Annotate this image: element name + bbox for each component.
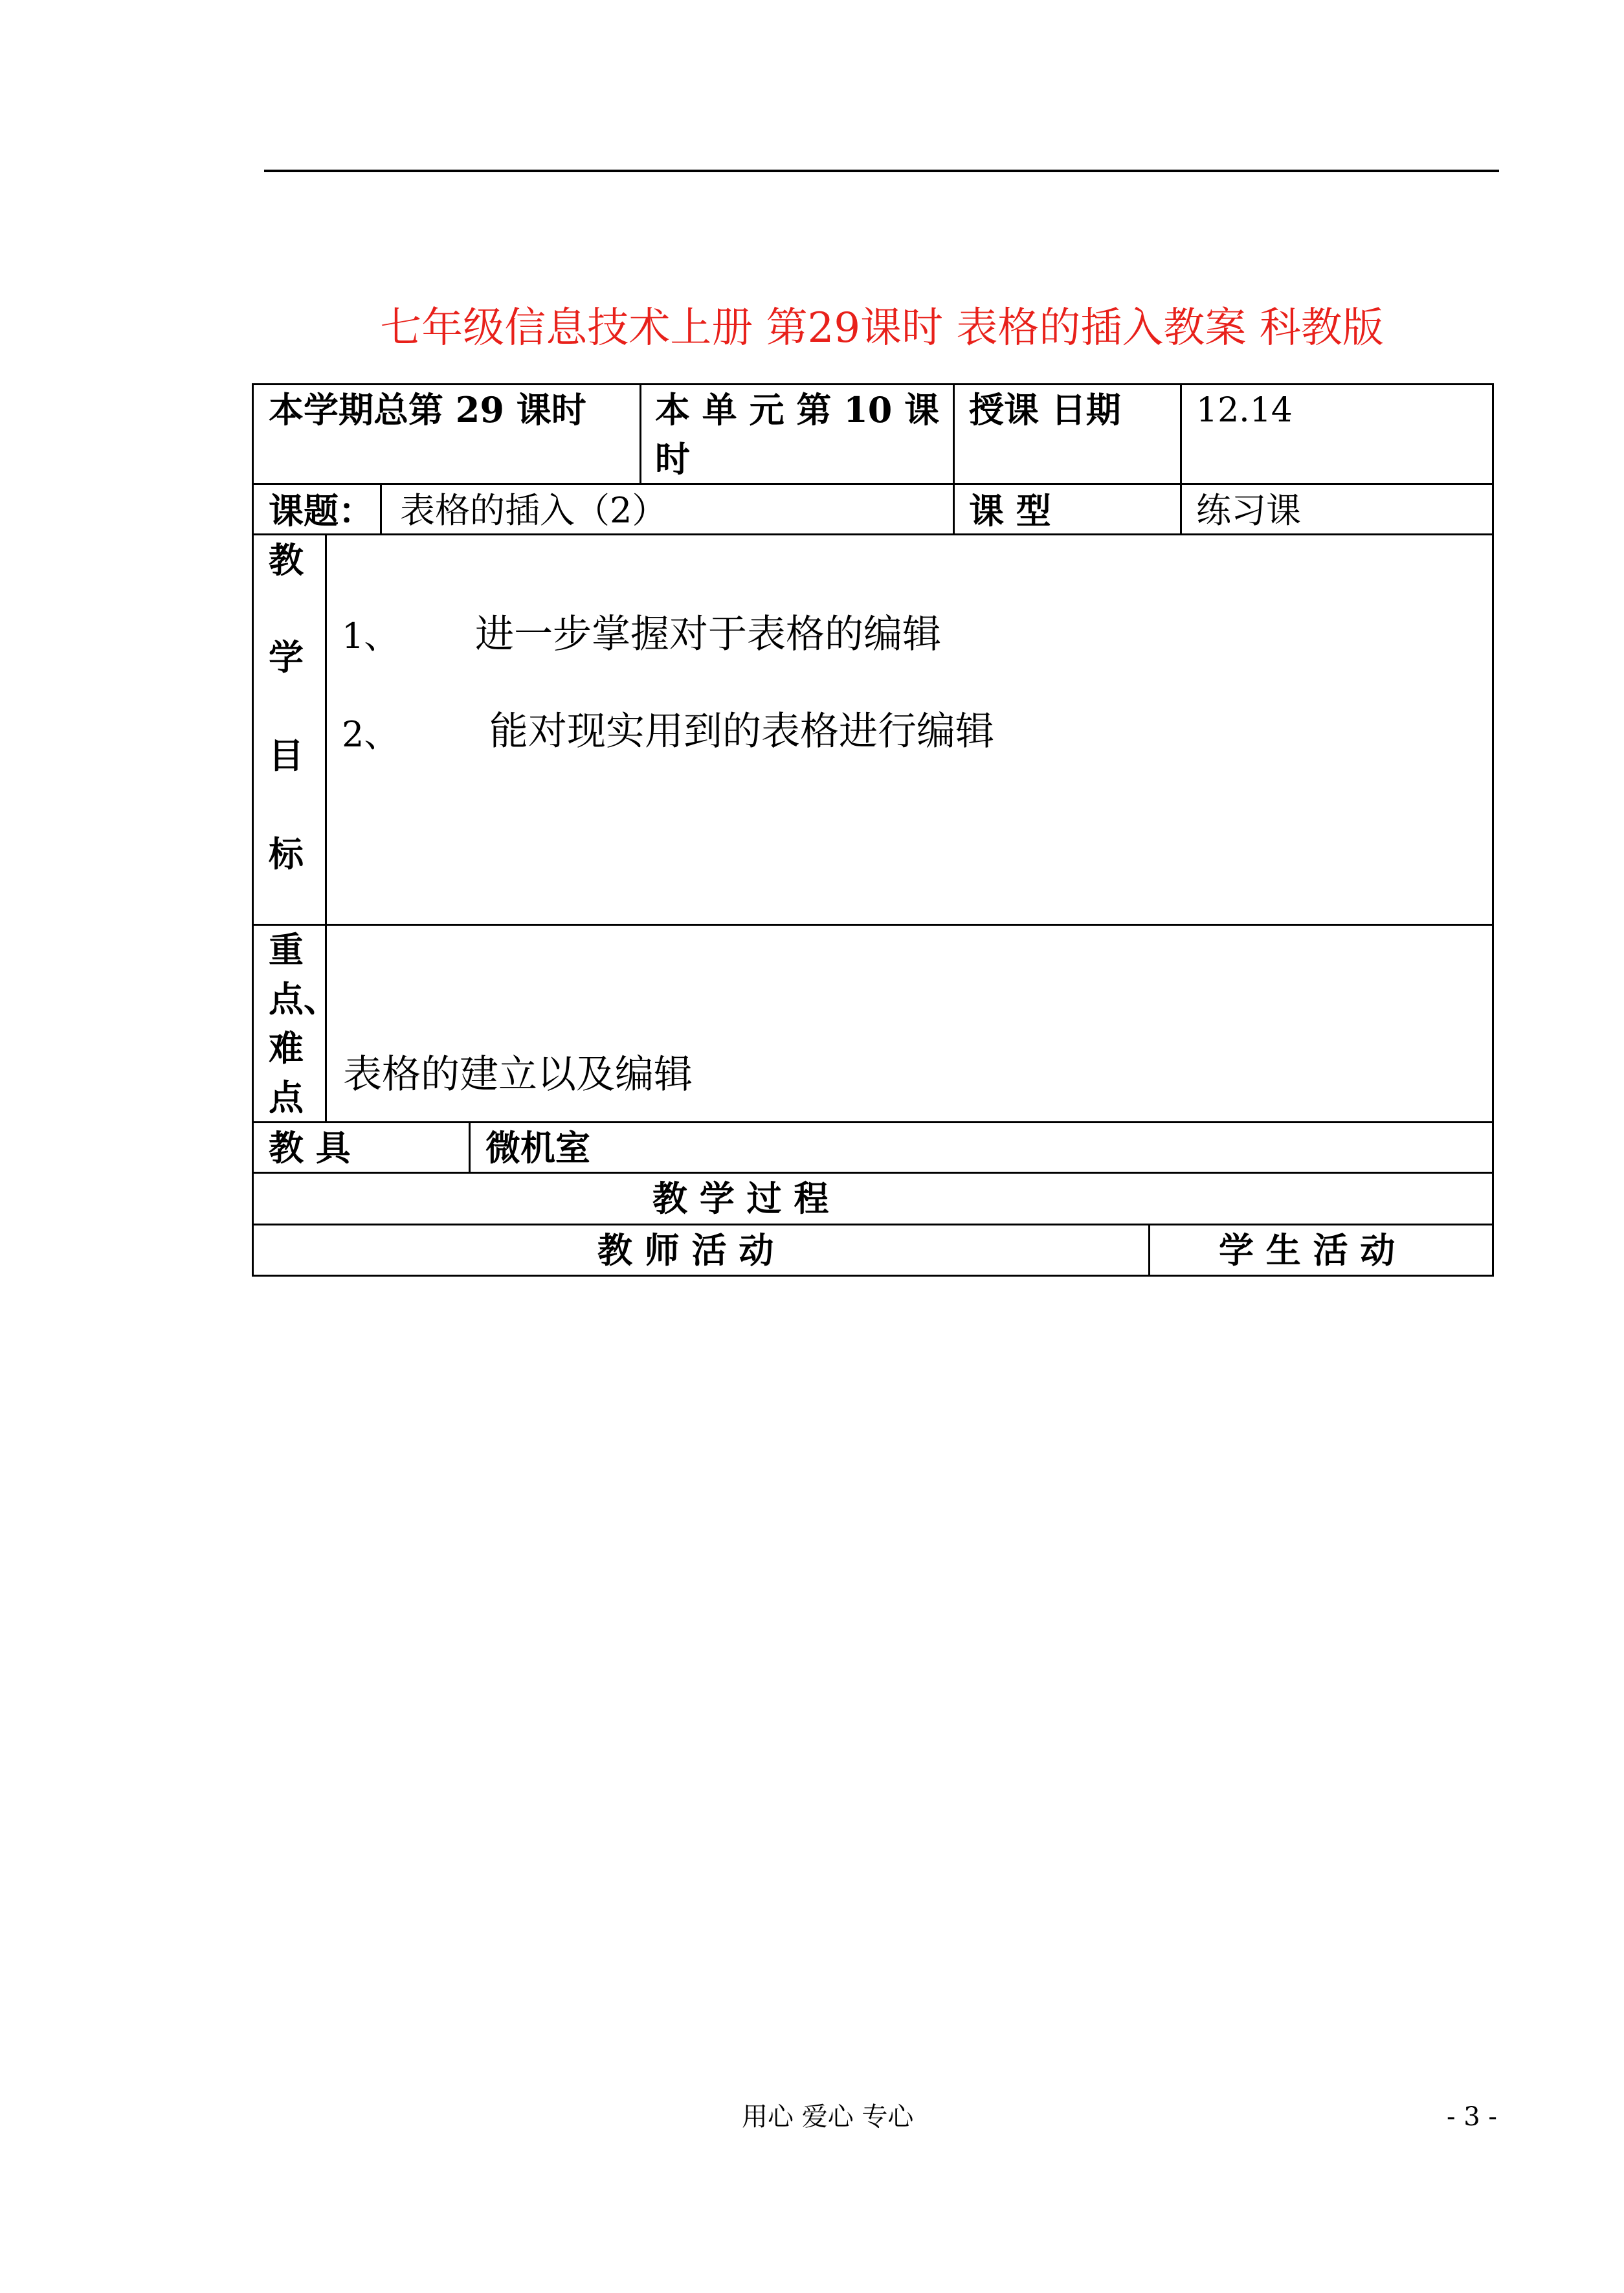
goals-label-char: 标 (269, 833, 304, 875)
goals-label-char: 目 (269, 735, 304, 776)
table-line (325, 533, 327, 1123)
table-line (252, 1224, 1494, 1225)
table-line (252, 533, 1494, 535)
student-activity-heading: 学 生 活 动 (1219, 1229, 1396, 1271)
table-line (252, 483, 1494, 485)
table-line (953, 383, 955, 535)
teach-date-value: 12.14 (1196, 391, 1293, 430)
teacher-activity-heading: 教 师 活 动 (597, 1229, 774, 1271)
key-points-label-char: 点 (269, 1077, 304, 1118)
table-line (252, 924, 1494, 926)
key-points-label-char: 重 (269, 929, 304, 970)
key-points-label-char: 难 (269, 1027, 304, 1069)
topic-value: 表格的插入（2） (400, 490, 667, 531)
goal-text: 进一步掌握对于表格的编辑 (475, 612, 941, 657)
goal-number: 2、 (342, 714, 399, 755)
footer-motto: 用心 爱心 专心 (742, 2102, 914, 2132)
table-line (380, 483, 382, 535)
lesson-type-label: 课 型 (969, 490, 1051, 531)
goals-label-char: 学 (269, 636, 304, 678)
topic-label: 课题： (269, 490, 373, 531)
total-lessons-cell: 本学期总第 29 课时 (269, 389, 586, 431)
header-rule (264, 170, 1499, 172)
tools-value: 微机室 (485, 1127, 590, 1169)
process-heading: 教 学 过 程 (652, 1178, 829, 1219)
unit-lesson-cell-line1: 本 单 元 第 10 课 (655, 389, 940, 431)
key-points-label-char: 点、 (269, 978, 339, 1020)
table-line (252, 1121, 1494, 1123)
teach-date-label: 授课 日期 (969, 389, 1121, 431)
page-number: - 3 - (1447, 2102, 1497, 2132)
table-line (252, 1172, 1494, 1174)
goals-label-char: 教 (269, 539, 304, 581)
table-line (640, 383, 641, 485)
table-border-left (252, 383, 254, 1277)
table-line (1148, 1224, 1150, 1277)
key-points-value: 表格的建立以及编辑 (343, 1052, 693, 1097)
tools-label: 教 具 (269, 1127, 351, 1169)
table-border-right (1492, 383, 1494, 1277)
table-border-bottom (252, 1275, 1494, 1277)
unit-lesson-cell-line2: 时 (655, 438, 690, 480)
table-line (1180, 383, 1182, 535)
goal-number: 1、 (342, 616, 399, 656)
table-border-top (252, 383, 1494, 385)
goal-text: 能对现实用到的表格进行编辑 (489, 709, 994, 754)
table-line (469, 1121, 471, 1174)
document-title: 七年级信息技术上册 第29课时 表格的插入教案 科教版 (380, 304, 1384, 352)
lesson-type-value: 练习课 (1196, 490, 1301, 531)
